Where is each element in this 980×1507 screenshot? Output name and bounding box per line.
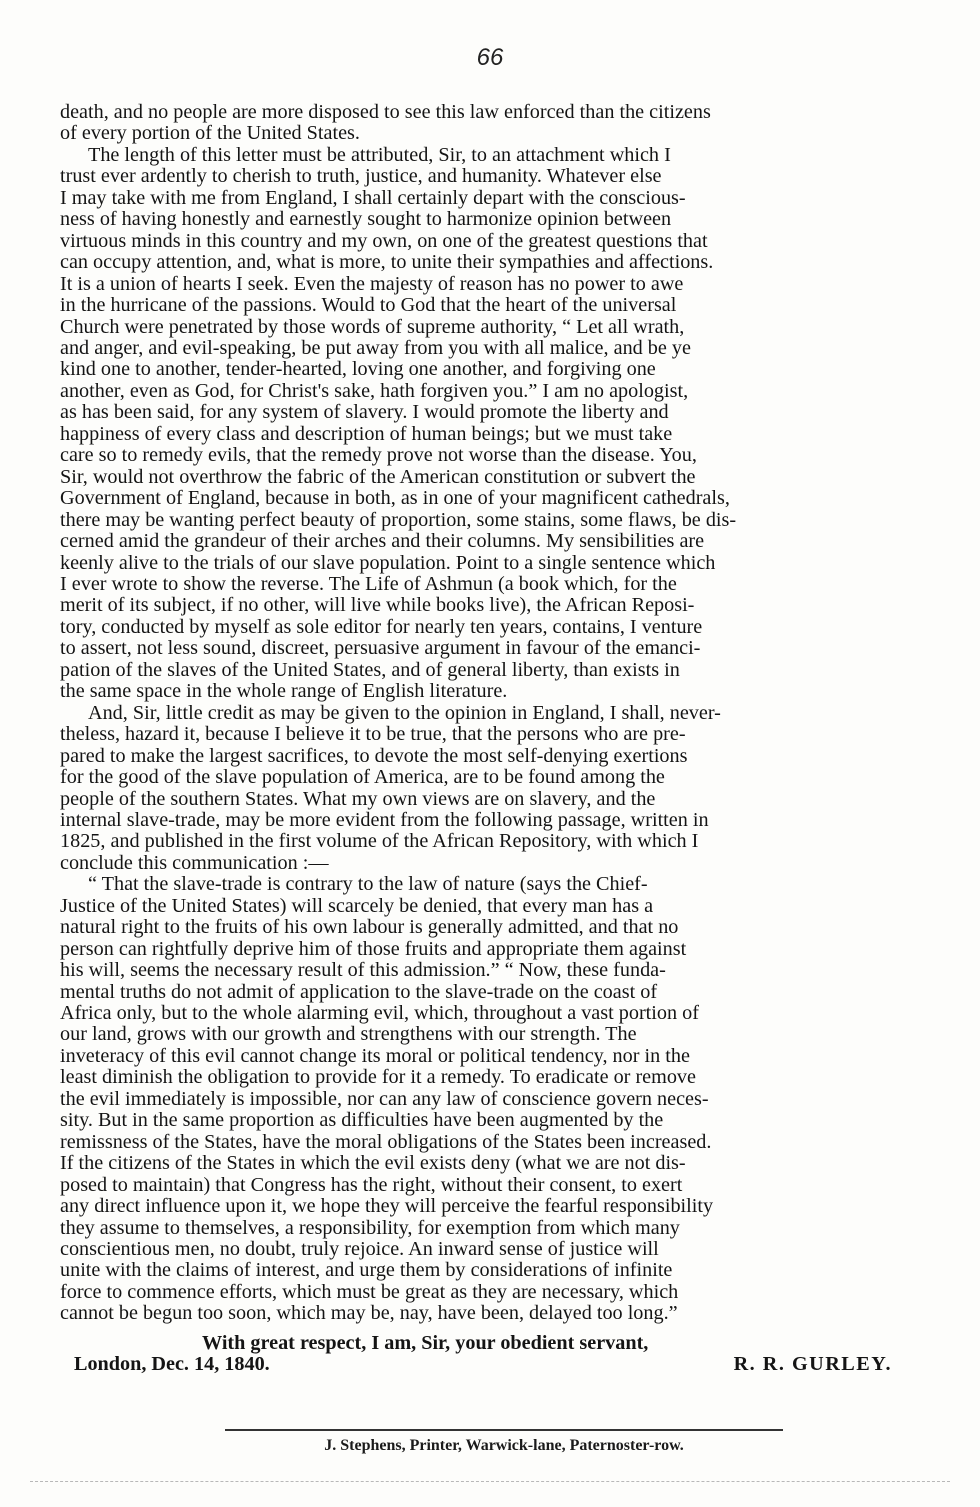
text-line: and anger, and evil-speaking, be put away from you with all malice, and be ye [60,336,691,359]
text-line: I ever wrote to show the reverse. The Life of Ashmun (a book which, for the [60,572,677,595]
text-line: care so to remedy evils, that the remedy prove not worse than the disease. You, [60,444,697,467]
text-line: conscientious men, no doubt, truly rejoice. An inward sense of justice will [60,1238,659,1261]
text-line: virtuous minds in this country and my own, on one of the greatest questions that [60,229,708,252]
text-line: kind one to another, tender-hearted, loving one another, and forgiving one [60,358,656,381]
text-line: I may take with me from England, I shall certainly depart with the conscious- [60,186,686,209]
text-line: Justice of the United States) will scarcely be denied, that every man has a [60,894,654,917]
letter-body [60,102,928,1325]
page-number: 66 [476,44,504,71]
text-line: of every portion of the United States. [60,122,360,145]
text-line: internal slave-trade, may be more evident from the following passage, written in [60,808,709,831]
text-line: mental truths do not admit of application to the slave-trade on the coast of [60,980,658,1003]
text-line: ness of having honestly and earnestly sought to harmonize opinion between [60,208,672,231]
signature: R. R. GURLEY. [733,1353,892,1376]
salutation: With great respect, I am, Sir, your obedient servant, [202,1332,649,1354]
text-line: the same space in the whole range of English literature. [60,680,508,703]
text-line: pation of the slaves of the United States, and of general liberty, than exists in [60,658,680,681]
text-line: 1825, and published in the first volume of the African Repository, with which I [60,830,699,853]
text-line: posed to maintain) that Congress has the right, without their consent, to exert [60,1173,683,1196]
text-line: the evil immediately is impossible, nor can any law of conscience govern neces- [60,1087,709,1110]
text-line: people of the southern States. What my own views are on slavery, and the [60,787,656,810]
text-line: It is a union of hearts I seek. Even the majesty of reason has no power to awe [60,272,684,295]
text-line: unite with the claims of interest, and urge them by considerations of infinite [60,1259,673,1282]
text-line: And, Sir, little credit as may be given to the opinion in England, I shall, never- [88,701,721,724]
text-line: for the good of the slave population of America, are to be found among the [60,766,665,789]
text-line: person can rightfully deprive him of those fruits and appropriate them against [60,937,687,960]
text-line: pared to make the largest sacrifices, to devote the most self-denying exertions [60,744,688,767]
text-line: can occupy attention, and, what is more, to unite their sympathies and affections. [60,251,714,274]
paragraph-southern-states [60,703,928,875]
text-line: cannot be begun too soon, which may be, nay, have been, delayed too long.” [60,1302,678,1325]
text-line: least diminish the obligation to provide for it a remedy. To eradicate or remove [60,1066,696,1089]
text-line: Government of England, because in both, as in one of your magnificent cathedrals, [60,487,730,510]
paragraph-attachment [60,145,928,703]
text-line: happiness of every class and description of human beings; but we must take [60,422,673,445]
page-bottom-edge [30,1481,950,1482]
printer-imprint: J. Stephens, Printer, Warwick-lane, Paternoster-row. [324,1437,684,1454]
text-line: death, and no people are more disposed to see this law enforced than the citizens [60,101,711,123]
text-line: “ That the slave-trade is contrary to the law of nature (says the Chief- [88,873,648,896]
text-line: there may be wanting perfect beauty of proportion, some stains, some flaws, be dis- [60,508,737,531]
paragraph-quotation [60,874,928,1325]
place-date: London, Dec. 14, 1840. [74,1353,270,1376]
text-line: to assert, not less sound, discreet, persuasive argument in favour of the emanci- [60,637,701,660]
text-line: remissness of the States, have the moral obligations of the States been increased. [60,1130,712,1153]
text-line: conclude this communication :— [60,851,329,874]
text-line: natural right to the fruits of his own labour is generally admitted, and that no [60,916,679,939]
text-line: Africa only, but to the whole alarming evil, which, throughout a vast portion of [60,1002,699,1025]
text-line: theless, hazard it, because I believe it to be true, that the persons who are pre- [60,723,686,746]
text-line: Sir, would not overthrow the fabric of the American constitution or subvert the [60,465,696,488]
text-line: in the hurricane of the passions. Would to God that the heart of the universal [60,294,677,317]
text-line: inveteracy of this evil cannot change its moral or political tendency, nor in the [60,1044,690,1067]
text-line: any direct influence upon it, we hope they will perceive the fearful responsibility [60,1195,714,1218]
text-line: force to commence efforts, which must be great as they are necessary, which [60,1280,679,1303]
footer-rule [225,1429,783,1431]
text-line: as has been said, for any system of slavery. I would promote the liberty and [60,401,669,424]
paragraph-continuation [60,102,928,145]
text-line: another, even as God, for Christ's sake, hath forgiven you.” I am no apologist, [60,379,689,402]
text-line: If the citizens of the States in which the evil exists deny (what we are not dis- [60,1152,686,1175]
text-line: trust ever ardently to cherish to truth, justice, and humanity. Whatever else [60,165,662,188]
text-line: tory, conducted by myself as sole editor for nearly ten years, contains, I venture [60,615,703,638]
text-line: his will, seems the necessary result of this admission.” “ Now, these funda- [60,959,666,982]
text-line: sity. But in the same proportion as difficulties have been augmented by the [60,1109,664,1132]
text-line: merit of its subject, if no other, will live while books live), the African Reposi- [60,594,695,617]
signature-line [60,1354,928,1375]
text-line: The length of this letter must be attributed, Sir, to an attachment which I [88,143,671,166]
text-line: our land, grows with our growth and strengthens with our strength. The [60,1023,637,1046]
text-line: Church were penetrated by those words of supreme authority, “ Let all wrath, [60,315,685,338]
text-line: they assume to themselves, a responsibility, for exemption from which many [60,1216,680,1239]
text-line: keenly alive to the trials of our slave population. Point to a single sentence which [60,551,716,574]
text-line: cerned amid the grandeur of their arches and their columns. My sensibilities are [60,530,705,553]
letter-closing [60,1333,928,1376]
